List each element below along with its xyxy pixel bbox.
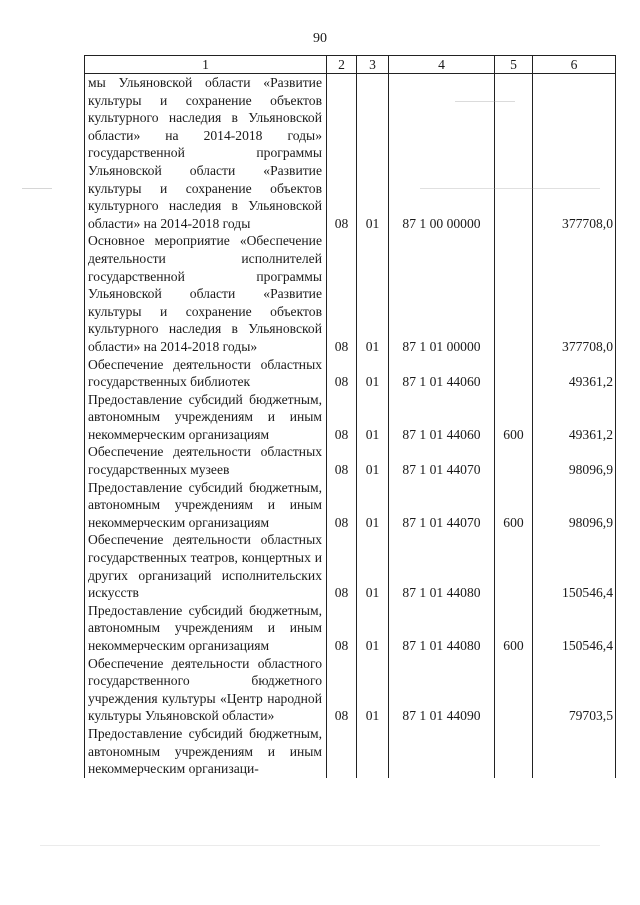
column-header-expense-type: 5	[495, 56, 533, 74]
row-amount: 377708,0	[533, 232, 616, 355]
row-section: 08	[327, 479, 357, 532]
row-name: Предоставление субсидий бюджетным, автономным учреждениям и иным некоммерческим организациям	[85, 602, 327, 655]
table-row	[85, 655, 616, 725]
row-section: 08	[327, 74, 357, 233]
row-expense-type	[495, 232, 533, 355]
table-row	[85, 356, 616, 391]
row-subsection: 01	[357, 443, 389, 478]
row-subsection: 01	[357, 356, 389, 391]
table-row	[85, 602, 616, 655]
row-name: Предоставление субсидий бюджетным, автономным учреждениям и иным некоммерческим организациям	[85, 391, 327, 444]
column-header-target-article: 4	[389, 56, 495, 74]
row-amount: 98096,9	[533, 479, 616, 532]
row-expense-type	[495, 443, 533, 478]
row-section: 08	[327, 443, 357, 478]
table-row	[85, 725, 616, 778]
row-subsection: 01	[357, 602, 389, 655]
row-subsection: 01	[357, 74, 389, 233]
row-amount: 49361,2	[533, 391, 616, 444]
row-target-article: 87 1 00 00000	[389, 74, 495, 233]
row-expense-type	[495, 74, 533, 233]
row-section: 08	[327, 356, 357, 391]
page-number: 90	[313, 31, 327, 46]
row-subsection: 01	[357, 391, 389, 444]
row-amount: 150546,4	[533, 602, 616, 655]
row-amount: 79703,5	[533, 655, 616, 725]
row-subsection: 01	[357, 479, 389, 532]
row-amount: 49361,2	[533, 356, 616, 391]
row-subsection: 01	[357, 655, 389, 725]
row-section	[327, 725, 357, 778]
row-name: Основное мероприятие «Обеспечение деятельности исполнителей государственной программы Ульяновской области «Развитие культуры и сохранение объектов культурного наследия в Ульяновской области» на 2014-2018 годы»	[85, 232, 327, 355]
row-expense-type	[495, 725, 533, 778]
row-name: Обеспечение деятельности областных государственных театров, концертных и других организаций исполнительских искусств	[85, 531, 327, 601]
scan-artifact	[420, 188, 600, 189]
scan-artifact	[455, 101, 515, 102]
table-row	[85, 479, 616, 532]
row-target-article: 87 1 01 44070	[389, 479, 495, 532]
row-name: Обеспечение деятельности областных государственных музеев	[85, 443, 327, 478]
scan-artifact	[22, 188, 52, 189]
row-subsection: 01	[357, 531, 389, 601]
row-name: Предоставление субсидий бюджетным, автономным учреждениям и иным некоммерческим организациям	[85, 479, 327, 532]
row-name: Обеспечение деятельности областного государственного бюджетного учреждения культуры «Центр народной культуры Ульяновской области»	[85, 655, 327, 725]
row-amount: 377708,0	[533, 74, 616, 233]
row-name: Обеспечение деятельности областных государственных библиотек	[85, 356, 327, 391]
table-row	[85, 74, 616, 233]
row-target-article: 87 1 01 44060	[389, 391, 495, 444]
column-header-section: 2	[327, 56, 357, 74]
row-target-article: 87 1 01 44080	[389, 531, 495, 601]
row-section: 08	[327, 391, 357, 444]
row-expense-type: 600	[495, 391, 533, 444]
row-target-article: 87 1 01 44080	[389, 602, 495, 655]
row-target-article	[389, 725, 495, 778]
row-name: мы Ульяновской области «Развитие культуры и сохранение объектов культурного наследия в Ульяновской области» на 2014-2018 годы» государственной программы Ульяновской области «Развитие культуры и сохранение объектов культурного наследия в Ульяновской области» на 2014-2018 годы	[85, 74, 327, 233]
row-expense-type: 600	[495, 602, 533, 655]
row-expense-type	[495, 356, 533, 391]
row-name: Предоставление субсидий бюджетным, автономным учреждениям и иным некоммерческим организаци-	[85, 725, 327, 778]
row-amount	[533, 725, 616, 778]
row-target-article: 87 1 01 00000	[389, 232, 495, 355]
row-expense-type	[495, 531, 533, 601]
column-header-name: 1	[85, 56, 327, 74]
row-section: 08	[327, 531, 357, 601]
row-expense-type	[495, 655, 533, 725]
row-expense-type: 600	[495, 479, 533, 532]
row-target-article: 87 1 01 44090	[389, 655, 495, 725]
column-header-amount: 6	[533, 56, 616, 74]
row-amount: 150546,4	[533, 531, 616, 601]
row-section: 08	[327, 232, 357, 355]
table-row	[85, 443, 616, 478]
row-section: 08	[327, 602, 357, 655]
row-target-article: 87 1 01 44070	[389, 443, 495, 478]
row-section: 08	[327, 655, 357, 725]
table-row	[85, 531, 616, 601]
row-subsection	[357, 725, 389, 778]
row-target-article: 87 1 01 44060	[389, 356, 495, 391]
table-header-row	[85, 56, 616, 74]
column-header-subsection: 3	[357, 56, 389, 74]
table-row	[85, 391, 616, 444]
scan-artifact	[40, 845, 600, 846]
row-subsection: 01	[357, 232, 389, 355]
table-row	[85, 232, 616, 355]
row-amount: 98096,9	[533, 443, 616, 478]
budget-table	[84, 55, 616, 778]
